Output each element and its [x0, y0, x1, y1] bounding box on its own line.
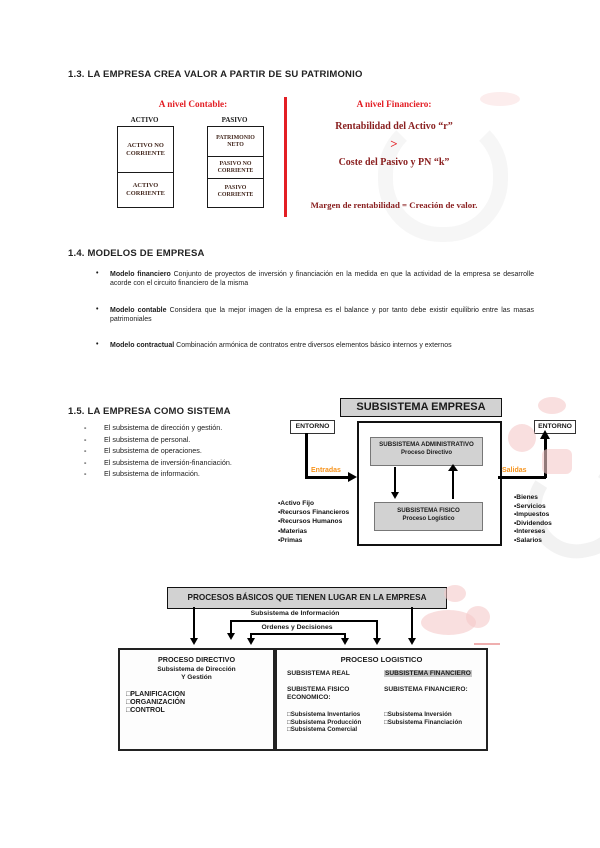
bullet-text: Conjunto de proyectos de inversión y financiación en la medida en que la actividad de la empresa se desarrolle acorde con el circuito financiero de la misma — [110, 271, 534, 288]
info-bracket-left-head — [227, 633, 235, 640]
connector-left-vertical — [193, 607, 195, 639]
subsistema-financiero-label: SUBISTEMA FINANCIERO: — [384, 686, 468, 693]
subsistema-fisico-economico-label: ECONOMICO: — [287, 694, 331, 701]
dash-marker: - — [84, 469, 87, 478]
model-bullet — [110, 306, 534, 324]
subsistema-fisico-economico-label: SUBISTEMA FISICO — [287, 686, 350, 693]
directivo-title: PROCESO DIRECTIVO — [157, 655, 236, 664]
directivo-items — [126, 691, 273, 716]
entrada-arrow-horizontal — [305, 476, 350, 479]
output-item: •Dividendos — [514, 519, 552, 527]
arrow-up-line — [452, 471, 454, 499]
bullet-lead: Modelo contable — [110, 307, 167, 314]
section-1-5-heading: 1.5. LA EMPRESA COMO SISTEMA — [68, 406, 231, 417]
financiero-items — [384, 711, 484, 726]
bullet-text: Considera que la mejor imagen de la empresa es el balance y por tanto debe existir equilibrio entre las masas patrimoniales — [110, 307, 534, 324]
subsistema-administrativo-box — [370, 437, 483, 466]
watermark-dot — [508, 424, 536, 452]
subsistema-informacion-label: Subsistema de Información — [225, 610, 365, 617]
highlighted-header: SUBSISTEMA FINANCIERO — [385, 670, 471, 677]
financiero-line1: Rentabilidad del Activo “r” — [335, 121, 453, 132]
input-item: •Primas — [278, 536, 303, 544]
activo-box — [117, 126, 174, 208]
procesos-basicos-title: PROCESOS BÁSICOS QUE TIENEN LUGAR EN LA EMPRESA — [167, 587, 447, 609]
salida-arrow-vertical — [544, 438, 547, 478]
pasivo-cell: PASIVO NO CORRIENTE — [208, 157, 263, 179]
real-items — [287, 711, 382, 734]
subsistema-financiero-header — [384, 670, 484, 677]
section-1-3-heading: 1.3. LA EMPRESA CREA VALOR A PARTIR DE SU PATRIMONIO — [68, 69, 363, 80]
arrow-down-line — [394, 467, 396, 494]
proceso-directivo-box — [118, 648, 275, 751]
financiero-conclusion: Margen de rentabilidad = Creación de valor. — [310, 200, 478, 210]
watermark-line — [474, 643, 500, 645]
subsistema-empresa-title: SUBSISTEMA EMPRESA — [340, 398, 502, 417]
directivo-subtitle: Subsistema de Dirección — [157, 666, 236, 673]
checkbox-item: □Subsistema Comercial — [287, 726, 358, 734]
watermark-dot — [542, 449, 572, 474]
section-1-4-heading: 1.4. MODELOS DE EMPRESA — [68, 248, 205, 259]
entrada-arrow-head — [348, 472, 357, 482]
info-bracket-left-drop — [230, 620, 232, 634]
bullet-text: Combinación armónica de contratos entre diversos elementos básico internos y externos — [174, 342, 452, 349]
salida-arrow-horizontal — [498, 476, 546, 479]
activo-cell: ACTIVO CORRIENTE — [126, 182, 165, 197]
watermark-dot — [421, 610, 476, 635]
dash-marker: - — [84, 457, 87, 467]
fisico-box-subtitle: Proceso Logístico — [402, 516, 455, 522]
activo-header: ACTIVO — [130, 116, 159, 124]
dash-marker: - — [84, 446, 87, 455]
info-bracket-line — [230, 620, 378, 622]
inputs-list — [278, 499, 349, 545]
watermark-dot — [444, 585, 466, 602]
pasivo-header: PASIVO — [221, 116, 248, 124]
input-item: •Activo Fijo — [278, 500, 315, 507]
connector-left-head — [190, 638, 198, 645]
salidas-label: Salidas — [502, 467, 527, 474]
input-item: •Materias — [278, 527, 308, 535]
bullet-marker: • — [96, 306, 99, 313]
directivo-subtitle: Y Gestión — [181, 674, 212, 681]
entradas-label: Entradas — [311, 467, 341, 474]
subsistema-real-header: SUBSISTEMA REAL — [287, 670, 350, 677]
info-bracket-right-drop — [376, 620, 378, 640]
financiero-line2: Coste del Pasivo y PN “k” — [338, 157, 450, 168]
checkbox-item: □CONTROL — [126, 707, 165, 715]
model-bullet — [110, 270, 534, 288]
dash-marker: - — [84, 423, 87, 432]
info-bracket-right-head — [373, 638, 381, 645]
ordenes-bracket-right-head — [341, 638, 349, 645]
output-item: •Bienes — [514, 494, 538, 501]
connector-right-head — [408, 638, 416, 645]
output-item: •Impuestos — [514, 511, 550, 519]
logistico-financiero-column — [384, 670, 484, 726]
greater-than-operator: > — [390, 136, 398, 151]
bullet-lead: Modelo contractual — [110, 342, 175, 349]
watermark-dot — [466, 606, 490, 628]
bullet-lead: Modelo financiero — [110, 271, 171, 278]
ordenes-bracket-left-head — [247, 638, 255, 645]
contable-title: A nivel Contable: — [158, 99, 228, 109]
divider-line — [284, 97, 287, 217]
list-item: El subsistema de inversión-financiación. — [104, 457, 232, 467]
pasivo-cell: PASIVO CORRIENTE — [217, 185, 254, 198]
logistico-real-column — [287, 670, 382, 734]
checkbox-item: □Subsistema Inversión — [384, 711, 452, 718]
list-item: El subsistema de información. — [104, 469, 200, 478]
financiero-title: A nivel Financiero: — [356, 99, 432, 109]
bullet-marker: • — [96, 270, 99, 277]
list-item: El subsistema de dirección y gestión. — [104, 423, 223, 432]
logistico-title: PROCESO LOGISTICO — [340, 655, 423, 664]
outputs-list — [514, 494, 552, 546]
checkbox-item: □Subsistema Producción — [287, 718, 362, 726]
ordenes-decisiones-label: Ordenes y Decisiones — [237, 624, 357, 631]
admin-box-title: SUBSISTEMA ADMINISTRATIVO — [379, 441, 474, 448]
list-item: El subsistema de personal. — [104, 434, 191, 444]
watermark-dot — [538, 397, 566, 414]
input-item: •Recursos Humanos — [278, 518, 343, 526]
bullet-marker: • — [96, 341, 99, 348]
output-item: •Intereses — [514, 528, 546, 536]
fisico-box-title: SUBSISTEMA FISICO — [397, 507, 460, 514]
pasivo-cell: PATRIMONIO NETO — [208, 127, 263, 157]
checkbox-item: □PLANIFICACION — [126, 691, 186, 698]
subsistema-fisico-box — [374, 502, 483, 531]
entrada-arrow-vertical — [305, 433, 308, 478]
output-item: •Servicios — [514, 502, 546, 510]
checkbox-item: □ORGANIZACIÓN — [126, 699, 186, 707]
admin-box-subtitle: Proceso Directivo — [400, 450, 453, 456]
arrow-down-head — [391, 492, 399, 499]
input-item: •Recursos Financieros — [278, 509, 350, 517]
salida-arrow-head — [540, 430, 550, 439]
entorno-right-box: ENTORNO — [534, 420, 576, 434]
checkbox-item: □Subsistema Inventarios — [287, 711, 361, 718]
connector-right-vertical — [411, 607, 413, 639]
activo-cell: ACTIVO NO CORRIENTE — [118, 127, 173, 173]
entorno-left-box: ENTORNO — [290, 420, 335, 434]
ordenes-bracket-line — [250, 633, 346, 635]
model-bullet — [110, 341, 534, 350]
checkbox-item: □Subsistema Financiación — [384, 718, 463, 726]
arrow-up-head — [448, 464, 458, 471]
dash-marker: - — [84, 434, 87, 444]
pasivo-box — [207, 126, 264, 208]
list-item: El subsistema de operaciones. — [104, 446, 202, 455]
output-item: •Salarios — [514, 536, 542, 544]
